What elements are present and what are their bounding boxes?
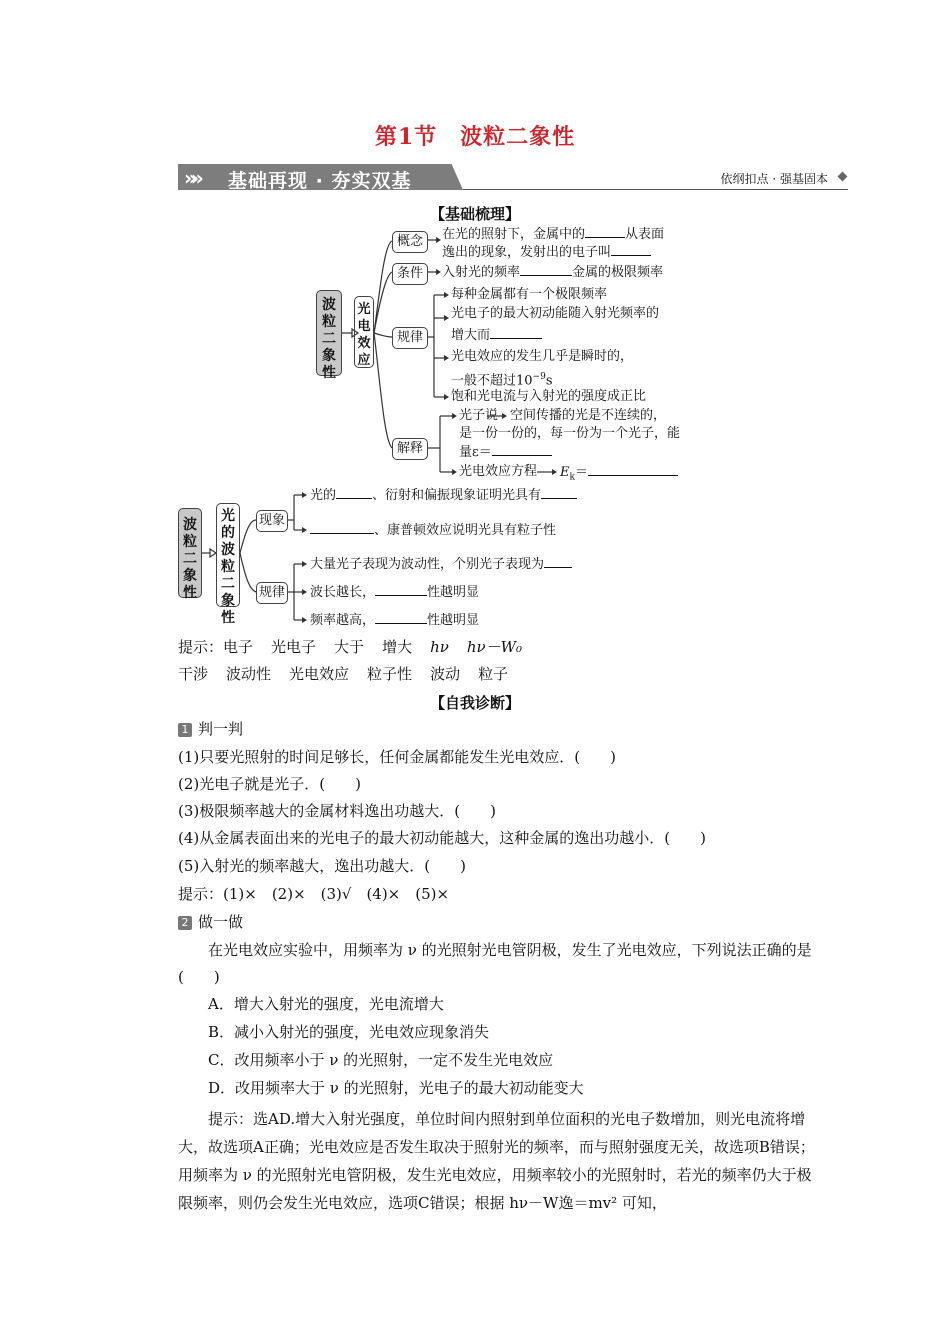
ek-symbol: E [560, 465, 570, 480]
hint-item: 光电子 [271, 638, 317, 656]
concept-text-a: 在光的照射下，金属中的 [442, 227, 586, 242]
exponent: −9 [532, 372, 546, 382]
node-photoelectric-effect: 光电效应 [354, 296, 374, 368]
explain-text-1a: 光子说 [459, 408, 499, 423]
concept-text-c: 逸出的现象，发射出的电子叫 [442, 245, 612, 260]
hint-item: 电子 [223, 638, 254, 656]
law-text-2b-label: 增大而 [451, 328, 491, 343]
phen-text-1b: 、衍射和偏振现象证明光具有 [372, 488, 542, 503]
blank [336, 486, 372, 499]
option-a: A．增大入射光的强度，光电流增大 [208, 995, 444, 1013]
number-badge: 1 [178, 723, 192, 737]
law2-text-3 [310, 611, 479, 630]
double-chevron-icon: »» [184, 166, 198, 190]
law-text-4: 饱和光电流与入射光的强度成正比 [451, 389, 647, 404]
diagram2-connectors [0, 0, 950, 640]
part2-label: 做一做 [198, 913, 244, 931]
law2-text-1 [310, 555, 572, 574]
unit: s [545, 373, 553, 389]
blank [544, 555, 572, 568]
hints-line-2 [178, 663, 508, 685]
part1-header [178, 718, 243, 740]
law2-text-2 [310, 583, 479, 602]
hint-item: 波动性 [226, 665, 272, 683]
explain-text-2a: 光电效应方程 [459, 464, 538, 479]
phen-text-1a: 光的 [310, 488, 337, 503]
hint-item: 大于 [334, 638, 365, 656]
hint-item: 光电效应 [289, 665, 350, 683]
explain-text-1d-label: 量ε＝ [459, 445, 492, 460]
law-text-3b-label: 一般不超过10 [451, 373, 533, 389]
law2-text-2a: 波长越长， [310, 585, 376, 600]
judge-item-1: (1)只要光照射的时间足够长，任何金属都能发生光电效应．( ) [178, 748, 616, 766]
ek-subscript: k [569, 472, 575, 483]
hint-item: 粒子 [478, 665, 509, 683]
part1-label: 判一判 [198, 720, 244, 738]
hint-item: 增大 [382, 638, 413, 656]
option-b: B．减小入射光的强度，光电效应现象消失 [208, 1023, 490, 1041]
root-node-wave-particle: 波粒二象性 [316, 290, 342, 376]
hint-item: 波动 [430, 665, 461, 683]
heading-self-check: 【自我诊断】 [429, 694, 520, 712]
hint-item: 干涉 [178, 665, 209, 683]
part2-header [178, 911, 243, 933]
phen-text-2 [310, 521, 556, 540]
judge-item-2: (2)光电子就是光子．( ) [178, 775, 361, 793]
blank [375, 611, 427, 624]
law-text-1: 每种金属都有一个极限频率 [451, 287, 608, 302]
heading-basic: 【基础梳理】 [429, 205, 520, 223]
judge-answers: 提示：(1)× (2)× (3)√ (4)× (5)× [178, 885, 450, 903]
page-title: 第1节 波粒二象性 [374, 124, 576, 150]
concept-text-b: 从表面 [625, 227, 665, 242]
branch-condition: 条件 [392, 263, 428, 285]
number-badge: 2 [178, 916, 192, 930]
question-text: 在光电效应实验中，用频率为 ν 的光照射光电管阴极，发生了光电效应，下列说法正确的是( ) [178, 941, 812, 986]
law2-text-3b: 性越明显 [427, 613, 480, 628]
law2-text-1-label: 大量光子表现为波动性，个别光子表现为 [310, 557, 545, 572]
condition-text-a: 入射光的频率 [442, 265, 521, 280]
phen-text-2-label: 、康普顿效应说明光具有粒子性 [374, 523, 557, 538]
judge-item-3: (3)极限频率越大的金属材料逸出功越大．( ) [178, 802, 496, 820]
blank [310, 521, 374, 534]
equals-sign: ＝ [574, 465, 588, 480]
law2-text-2b: 性越明显 [427, 585, 480, 600]
law2-text-3a: 频率越高， [310, 613, 376, 628]
hints-line-1 [178, 636, 522, 658]
option-c: C．改用频率小于 ν 的光照射，一定不发生光电效应 [208, 1051, 554, 1069]
option-d: D．改用频率大于 ν 的光照射，光电子的最大初动能变大 [208, 1079, 584, 1097]
hint-item: hν－W₀ [466, 638, 523, 656]
root-node-wave-particle-2: 波粒二象性 [178, 508, 202, 598]
judge-item-4: (4)从金属表面出来的光电子的最大初动能越大，这种金属的逸出功越小．( ) [178, 829, 706, 847]
banner-label: 基础再现 · 夯实双基 [228, 170, 412, 192]
node-light-duality: 光的波粒二象性 [216, 503, 240, 607]
branch-explain: 解释 [392, 438, 428, 460]
law-text-2a: 光电子的最大初动能随入射光频率的 [451, 306, 660, 321]
hint-item: hν [430, 638, 449, 656]
branch-phenomenon: 现象 [256, 510, 288, 532]
branch-law-2: 规律 [256, 582, 288, 604]
branch-concept: 概念 [392, 231, 428, 253]
phen-text-1 [310, 486, 577, 505]
branch-law: 规律 [392, 327, 428, 349]
answer-explanation: 提示：选AD.增大入射光强度，单位时间内照射到单位面积的光电子数增加，则光电流将增大，故选项A正确；光电效应是否发生取决于照射光的频率，而与照射强度无关，故选项B错误；用频率为 ν 的光照射光电管阴极，发生光电效应，用频率较小的光照射时，若光的频率仍大于极限频率，则仍会发生光电效应，选项C错误；根据 hν－W逸＝mv² 可知， [178, 1110, 815, 1212]
condition-text-b: 金属的极限频率 [572, 265, 664, 280]
judge-item-5: (5)入射光的频率越大，逸出功越大．( ) [178, 857, 466, 875]
hint-item: 粒子性 [367, 665, 413, 683]
blank [541, 486, 577, 499]
blank [375, 583, 427, 596]
hint-label: 提示： [178, 638, 224, 656]
explain-text-1c: 是一份一份的，每一份为一个光子，能 [459, 426, 681, 441]
law-text-3a: 光电效应的发生几乎是瞬时的， [451, 349, 634, 364]
banner-right-text: 依纲扣点 · 强基固本 [720, 172, 828, 186]
explain-text-1b: 空间传播的光是不连续的， [510, 408, 667, 423]
